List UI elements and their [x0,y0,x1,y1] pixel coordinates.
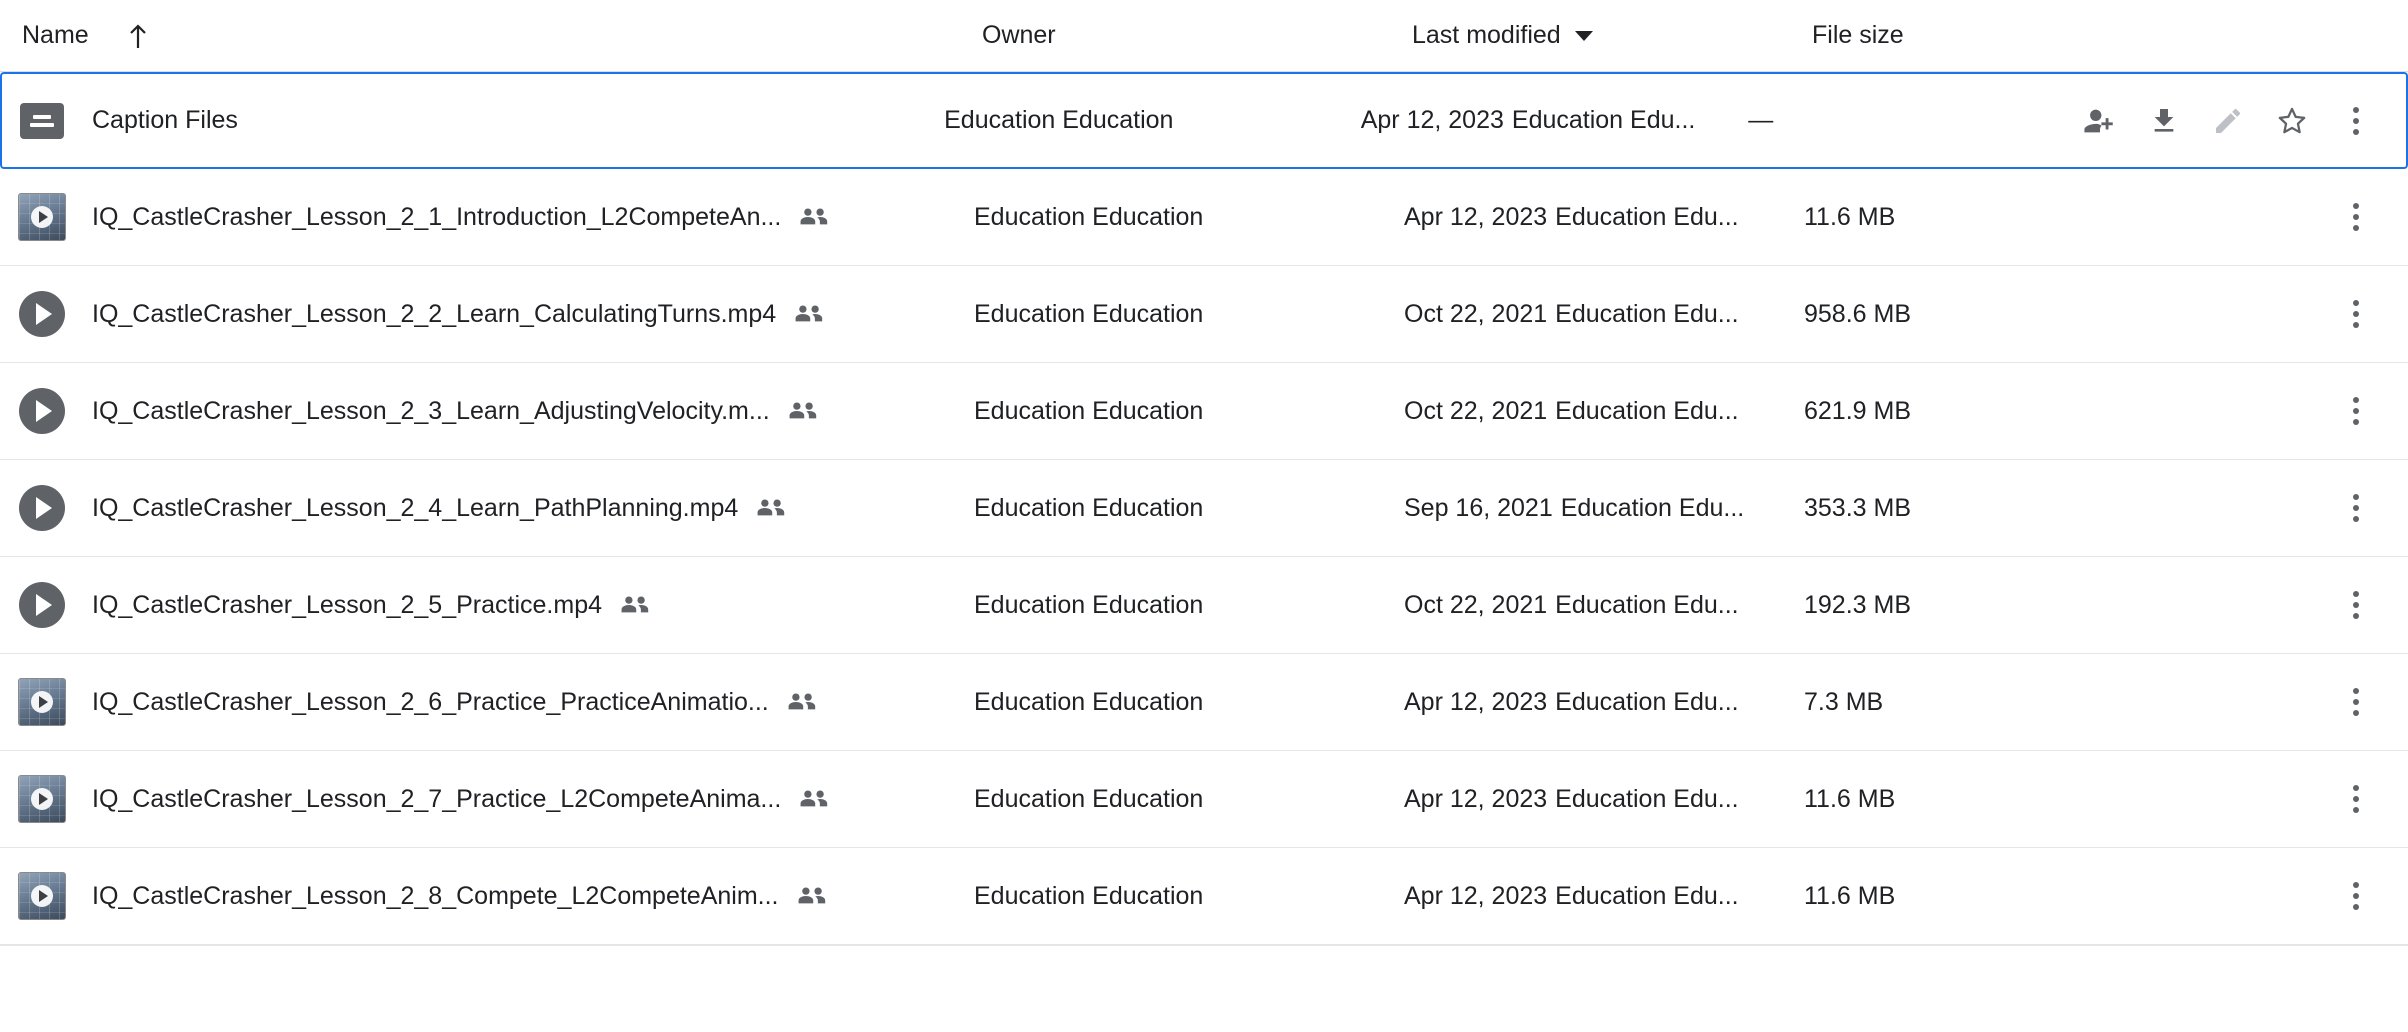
file-modified-by: Education Edu... [1555,590,1739,619]
table-row[interactable] [0,72,2408,169]
more-actions-icon[interactable] [2324,767,2388,831]
file-name-cell[interactable] [14,577,974,633]
file-name: IQ_CastleCrasher_Lesson_2_3_Learn_AdjustingVelocity.m... [92,396,770,425]
file-modified-by: Education Edu... [1555,299,1739,328]
row-actions [2068,89,2394,153]
video-play-icon [14,577,70,633]
file-modified-by: Education Edu... [1555,881,1739,910]
table-row[interactable] [0,557,2408,654]
shared-people-icon [787,691,817,713]
video-thumbnail-icon [14,674,70,730]
file-owner: Education Education [974,784,1204,813]
row-actions [2134,282,2394,346]
file-name-cell[interactable] [14,189,974,245]
file-modified-date: Sep 16, 2021 [1404,493,1553,522]
file-last-modified [1404,688,1804,717]
row-actions [2134,670,2394,734]
star-icon[interactable] [2260,89,2324,153]
file-modified-date: Apr 12, 2023 [1360,106,1504,134]
row-actions [2134,767,2394,831]
shared-people-icon [799,788,829,810]
file-owner: Education Education [974,396,1204,425]
file-name: Caption Files [92,106,238,134]
shared-people-icon [620,594,650,616]
row-actions [2134,864,2394,928]
file-size: 621.9 MB [1804,396,1912,425]
file-last-modified [1404,397,1804,426]
shared-people-icon [756,497,786,519]
table-row[interactable] [0,363,2408,460]
video-play-icon [14,286,70,342]
file-modified-date: Oct 22, 2021 [1404,396,1548,425]
list-bottom-divider [0,945,2408,946]
file-name: IQ_CastleCrasher_Lesson_2_1_Introduction_L2CompeteAn... [92,202,782,231]
file-modified-by: Education Edu... [1555,687,1739,716]
file-modified-date: Apr 12, 2023 [1404,687,1548,716]
row-actions [2134,185,2394,249]
shared-people-icon [799,206,829,228]
video-thumbnail-icon [14,189,70,245]
file-name: IQ_CastleCrasher_Lesson_2_4_Learn_PathPlanning.mp4 [92,493,739,522]
file-modified-date: Oct 22, 2021 [1404,299,1548,328]
file-name-cell[interactable] [14,286,974,342]
table-row[interactable] [0,266,2408,363]
file-last-modified [1404,882,1804,911]
table-row[interactable] [0,848,2408,945]
file-size: 11.6 MB [1804,881,1896,910]
column-header-name[interactable] [14,21,982,50]
shared-people-icon [794,303,824,325]
add-person-icon[interactable] [2068,89,2132,153]
file-size: 11.6 MB [1804,202,1896,231]
table-row[interactable] [0,169,2408,266]
file-owner: Education Education [974,590,1204,619]
more-actions-icon[interactable] [2324,670,2388,734]
file-name-cell[interactable] [14,383,974,439]
file-modified-date: Apr 12, 2023 [1404,202,1548,231]
file-last-modified [1404,785,1804,814]
file-name-cell[interactable] [14,771,974,827]
file-name: IQ_CastleCrasher_Lesson_2_8_Compete_L2CompeteAnim... [92,881,779,910]
file-owner: Education Education [974,687,1204,716]
download-icon[interactable] [2132,89,2196,153]
file-name-cell[interactable] [14,868,974,924]
video-thumbnail-icon [14,771,70,827]
more-actions-icon[interactable] [2324,573,2388,637]
file-modified-by: Education Edu... [1511,106,1696,134]
more-actions-icon[interactable] [2324,185,2388,249]
file-modified-date: Oct 22, 2021 [1404,590,1548,619]
file-owner: Education Education [974,202,1204,231]
table-row[interactable] [0,460,2408,557]
column-header-name-label: Name [22,21,89,49]
video-thumbnail-icon [14,868,70,924]
file-owner: Education Education [974,299,1204,328]
shared-people-icon [788,400,818,422]
file-name: IQ_CastleCrasher_Lesson_2_2_Learn_CalculatingTurns.mp4 [92,299,777,328]
row-actions [2134,573,2394,637]
row-actions [2134,476,2394,540]
file-name-cell[interactable] [14,480,974,536]
file-name-cell[interactable] [14,93,944,149]
file-list-header [0,0,2408,72]
file-last-modified [1404,203,1804,232]
column-header-last-modified[interactable] [1412,21,1812,50]
file-modified-by: Education Edu... [1555,202,1739,231]
chevron-down-icon[interactable] [1575,31,1593,41]
column-header-owner[interactable] [982,21,1412,50]
file-owner: Education Education [974,881,1204,910]
file-size: 353.3 MB [1804,493,1912,522]
more-actions-icon[interactable] [2324,282,2388,346]
more-actions-icon[interactable] [2324,476,2388,540]
more-actions-icon[interactable] [2324,379,2388,443]
file-modified-date: Apr 12, 2023 [1404,881,1548,910]
folder-icon [14,93,70,149]
file-name: IQ_CastleCrasher_Lesson_2_5_Practice.mp4 [92,590,602,619]
table-row[interactable] [0,654,2408,751]
column-header-file-size-label: File size [1812,21,1904,49]
column-header-file-size[interactable] [1812,21,2142,50]
file-name-cell[interactable] [14,674,974,730]
shared-people-icon [797,885,827,907]
file-size: 192.3 MB [1804,590,1912,619]
file-owner: Education Education [944,106,1174,134]
file-name: IQ_CastleCrasher_Lesson_2_6_Practice_PracticeAnimatio... [92,687,769,716]
file-name: IQ_CastleCrasher_Lesson_2_7_Practice_L2CompeteAnima... [92,784,782,813]
file-size: 958.6 MB [1804,299,1912,328]
file-size: 7.3 MB [1804,687,1884,716]
file-modified-date: Apr 12, 2023 [1404,784,1548,813]
file-last-modified [1404,591,1804,620]
file-modified-by: Education Edu... [1560,493,1745,522]
file-modified-by: Education Edu... [1555,396,1739,425]
row-actions [2134,379,2394,443]
more-actions-icon[interactable] [2324,89,2388,153]
video-play-icon [14,480,70,536]
file-modified-by: Education Edu... [1555,784,1739,813]
arrow-up-icon[interactable] [127,23,149,49]
file-size: 11.6 MB [1804,784,1896,813]
edit-pencil-icon[interactable] [2196,89,2260,153]
file-last-modified [1404,300,1804,329]
file-size: — [1748,106,1774,134]
video-play-icon [14,383,70,439]
file-last-modified [1404,494,1804,523]
column-header-last-modified-label: Last modified [1412,21,1561,49]
file-last-modified [1361,106,1749,135]
table-row[interactable] [0,751,2408,848]
file-owner: Education Education [974,493,1204,522]
more-actions-icon[interactable] [2324,864,2388,928]
column-header-owner-label: Owner [982,21,1056,49]
